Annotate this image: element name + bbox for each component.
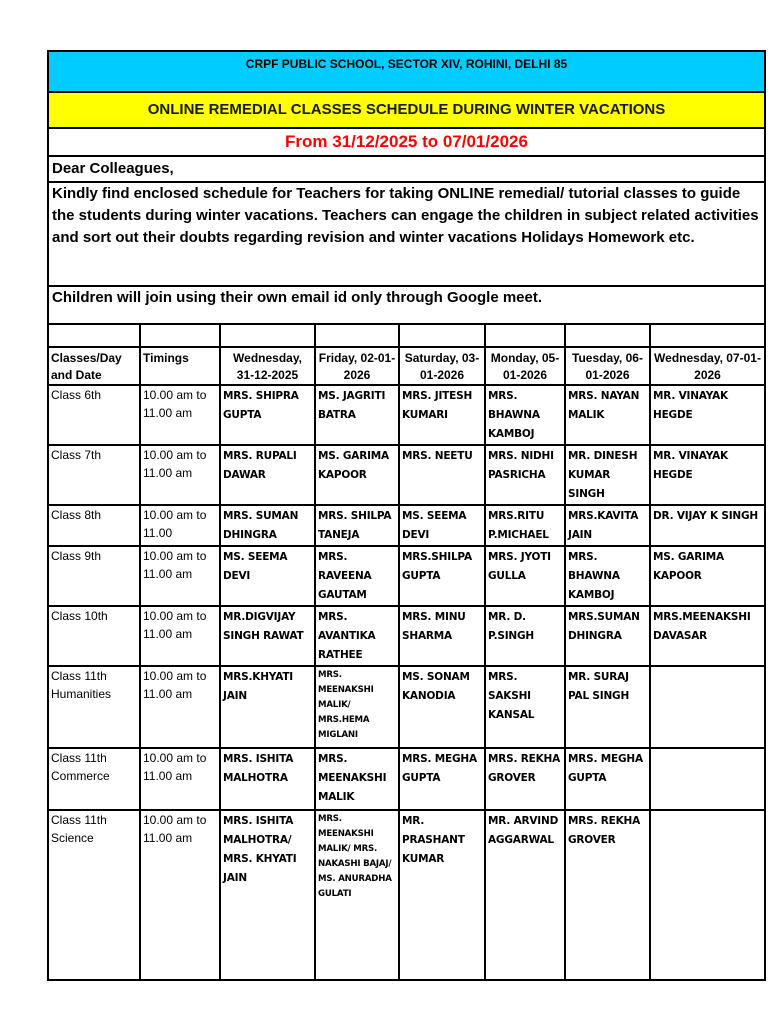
header-day: Friday, 02-01-2026	[315, 347, 399, 385]
teacher-cell: MRS. RAVEENA GAUTAM	[315, 546, 399, 606]
table-row	[49, 546, 764, 606]
header-day: Wednesday, 31-12-2025	[220, 347, 315, 385]
table-row	[49, 666, 764, 748]
header-day: Wednesday, 07-01-2026	[650, 347, 764, 385]
teacher-cell: MRS. NEETU	[399, 445, 485, 505]
class-cell: Class 11th Commerce	[49, 748, 140, 810]
date-range: From 31/12/2025 to 07/01/2026	[49, 129, 764, 157]
teacher-cell: MR. D. P.SINGH	[485, 606, 565, 666]
teacher-cell: MRS. MEENAKSHI MALIK	[315, 748, 399, 810]
teacher-cell: MRS. NIDHI PASRICHA	[485, 445, 565, 505]
class-cell: Class 11th Humanities	[49, 666, 140, 748]
schedule-sheet	[47, 50, 766, 981]
header-day: Tuesday, 06-01-2026	[565, 347, 650, 385]
teacher-cell: MRS.RITU P.MICHAEL	[485, 505, 565, 546]
teacher-cell: MR. PRASHANT KUMAR	[399, 810, 485, 980]
school-name: CRPF PUBLIC SCHOOL, SECTOR XIV, ROHINI, DELHI 85	[49, 52, 764, 93]
table-row	[49, 385, 764, 445]
teacher-cell: MR. DINESH KUMAR SINGH	[565, 445, 650, 505]
teacher-cell: MRS. JITESH KUMARI	[399, 385, 485, 445]
teacher-cell: MRS. MEGHA GUPTA	[565, 748, 650, 810]
teacher-cell: MR. VINAYAK HEGDE	[650, 385, 764, 445]
teacher-cell: MRS. SUMAN DHINGRA	[220, 505, 315, 546]
join-note: Children will join using their own email id only through Google meet.	[49, 287, 764, 325]
teacher-cell: MRS. MEGHA GUPTA	[399, 748, 485, 810]
header-classes: Classes/Day and Date	[49, 347, 140, 385]
teacher-cell	[650, 666, 764, 748]
teacher-cell: MRS.KHYATI JAIN	[220, 666, 315, 748]
message-paragraph: Kindly find enclosed schedule for Teachers for taking ONLINE remedial/ tutorial classes to guide the students during winter vacations. Teachers can engage the children in subject related activities and sort out their doubts regarding revision and winter vacations Holidays Homework etc.	[49, 183, 764, 287]
teacher-cell	[650, 748, 764, 810]
table-row	[49, 748, 764, 810]
teacher-cell: MR.DIGVIJAY SINGH RAWAT	[220, 606, 315, 666]
teacher-cell: MRS. REKHA GROVER	[485, 748, 565, 810]
teacher-cell: MS. SEEMA DEVI	[220, 546, 315, 606]
teacher-cell: MRS. SAKSHI KANSAL	[485, 666, 565, 748]
teacher-cell: MRS. MEENAKSHI MALIK/ MRS.HEMA MIGLANI	[315, 666, 399, 748]
teacher-cell: MRS. BHAWNA KAMBOJ	[485, 385, 565, 445]
table-row	[49, 505, 764, 546]
timing-cell: 10.00 am to 11.00 am	[140, 666, 220, 748]
timing-cell: 10.00 am to 11.00 am	[140, 748, 220, 810]
timing-cell: 10.00 am to 11.00 am	[140, 546, 220, 606]
teacher-cell: MR. SURAJ PAL SINGH	[565, 666, 650, 748]
class-cell: Class 6th	[49, 385, 140, 445]
teacher-cell: MRS.MEENAKSHI DAVASAR	[650, 606, 764, 666]
teacher-cell: MRS. RUPALI DAWAR	[220, 445, 315, 505]
class-cell: Class 10th	[49, 606, 140, 666]
teacher-cell: MRS.SHILPA GUPTA	[399, 546, 485, 606]
teacher-cell	[650, 810, 764, 980]
schedule-table	[49, 325, 764, 981]
teacher-cell: MRS. REKHA GROVER	[565, 810, 650, 980]
teacher-cell: DR. VIJAY K SINGH	[650, 505, 764, 546]
schedule-heading: ONLINE REMEDIAL CLASSES SCHEDULE DURING WINTER VACATIONS	[49, 93, 764, 129]
teacher-cell: MS. GARIMA KAPOOR	[315, 445, 399, 505]
teacher-cell: MRS.SUMAN DHINGRA	[565, 606, 650, 666]
teacher-cell: MRS. NAYAN MALIK	[565, 385, 650, 445]
teacher-cell: MRS. SHIPRA GUPTA	[220, 385, 315, 445]
teacher-cell: MR. VINAYAK HEGDE	[650, 445, 764, 505]
teacher-cell: MR. ARVIND AGGARWAL	[485, 810, 565, 980]
teacher-cell: MS. SEEMA DEVI	[399, 505, 485, 546]
class-cell: Class 9th	[49, 546, 140, 606]
class-cell: Class 11th Science	[49, 810, 140, 980]
table-row	[49, 445, 764, 505]
teacher-cell: MRS. MINU SHARMA	[399, 606, 485, 666]
timing-cell: 10.00 am to 11.00 am	[140, 606, 220, 666]
table-row	[49, 606, 764, 666]
table-row	[49, 810, 764, 980]
teacher-cell: MRS. JYOTI GULLA	[485, 546, 565, 606]
teacher-cell: MRS. ISHITA MALHOTRA	[220, 748, 315, 810]
greeting: Dear Colleagues,	[49, 157, 764, 183]
teacher-cell: MRS. ISHITA MALHOTRA/ MRS. KHYATI JAIN	[220, 810, 315, 980]
teacher-cell: MRS.KAVITA JAIN	[565, 505, 650, 546]
teacher-cell: MRS. BHAWNA KAMBOJ	[565, 546, 650, 606]
timing-cell: 10.00 am to 11.00 am	[140, 445, 220, 505]
class-cell: Class 7th	[49, 445, 140, 505]
timing-cell: 10.00 am to 11.00 am	[140, 810, 220, 980]
teacher-cell: MRS. SHILPA TANEJA	[315, 505, 399, 546]
header-day: Saturday, 03-01-2026	[399, 347, 485, 385]
table-header-row	[49, 347, 764, 385]
teacher-cell: MS. GARIMA KAPOOR	[650, 546, 764, 606]
teacher-cell: MS. SONAM KANODIA	[399, 666, 485, 748]
timing-cell: 10.00 am to 11.00 am	[140, 385, 220, 445]
teacher-cell: MRS. AVANTIKA RATHEE	[315, 606, 399, 666]
teacher-cell: MS. JAGRITI BATRA	[315, 385, 399, 445]
timing-cell: 10.00 am to 11.00	[140, 505, 220, 546]
header-timings: Timings	[140, 347, 220, 385]
class-cell: Class 8th	[49, 505, 140, 546]
teacher-cell: MRS. MEENAKSHI MALIK/ MRS. NAKASHI BAJAJ/ MS. ANURADHA GULATI	[315, 810, 399, 980]
header-day: Monday, 05-01-2026	[485, 347, 565, 385]
